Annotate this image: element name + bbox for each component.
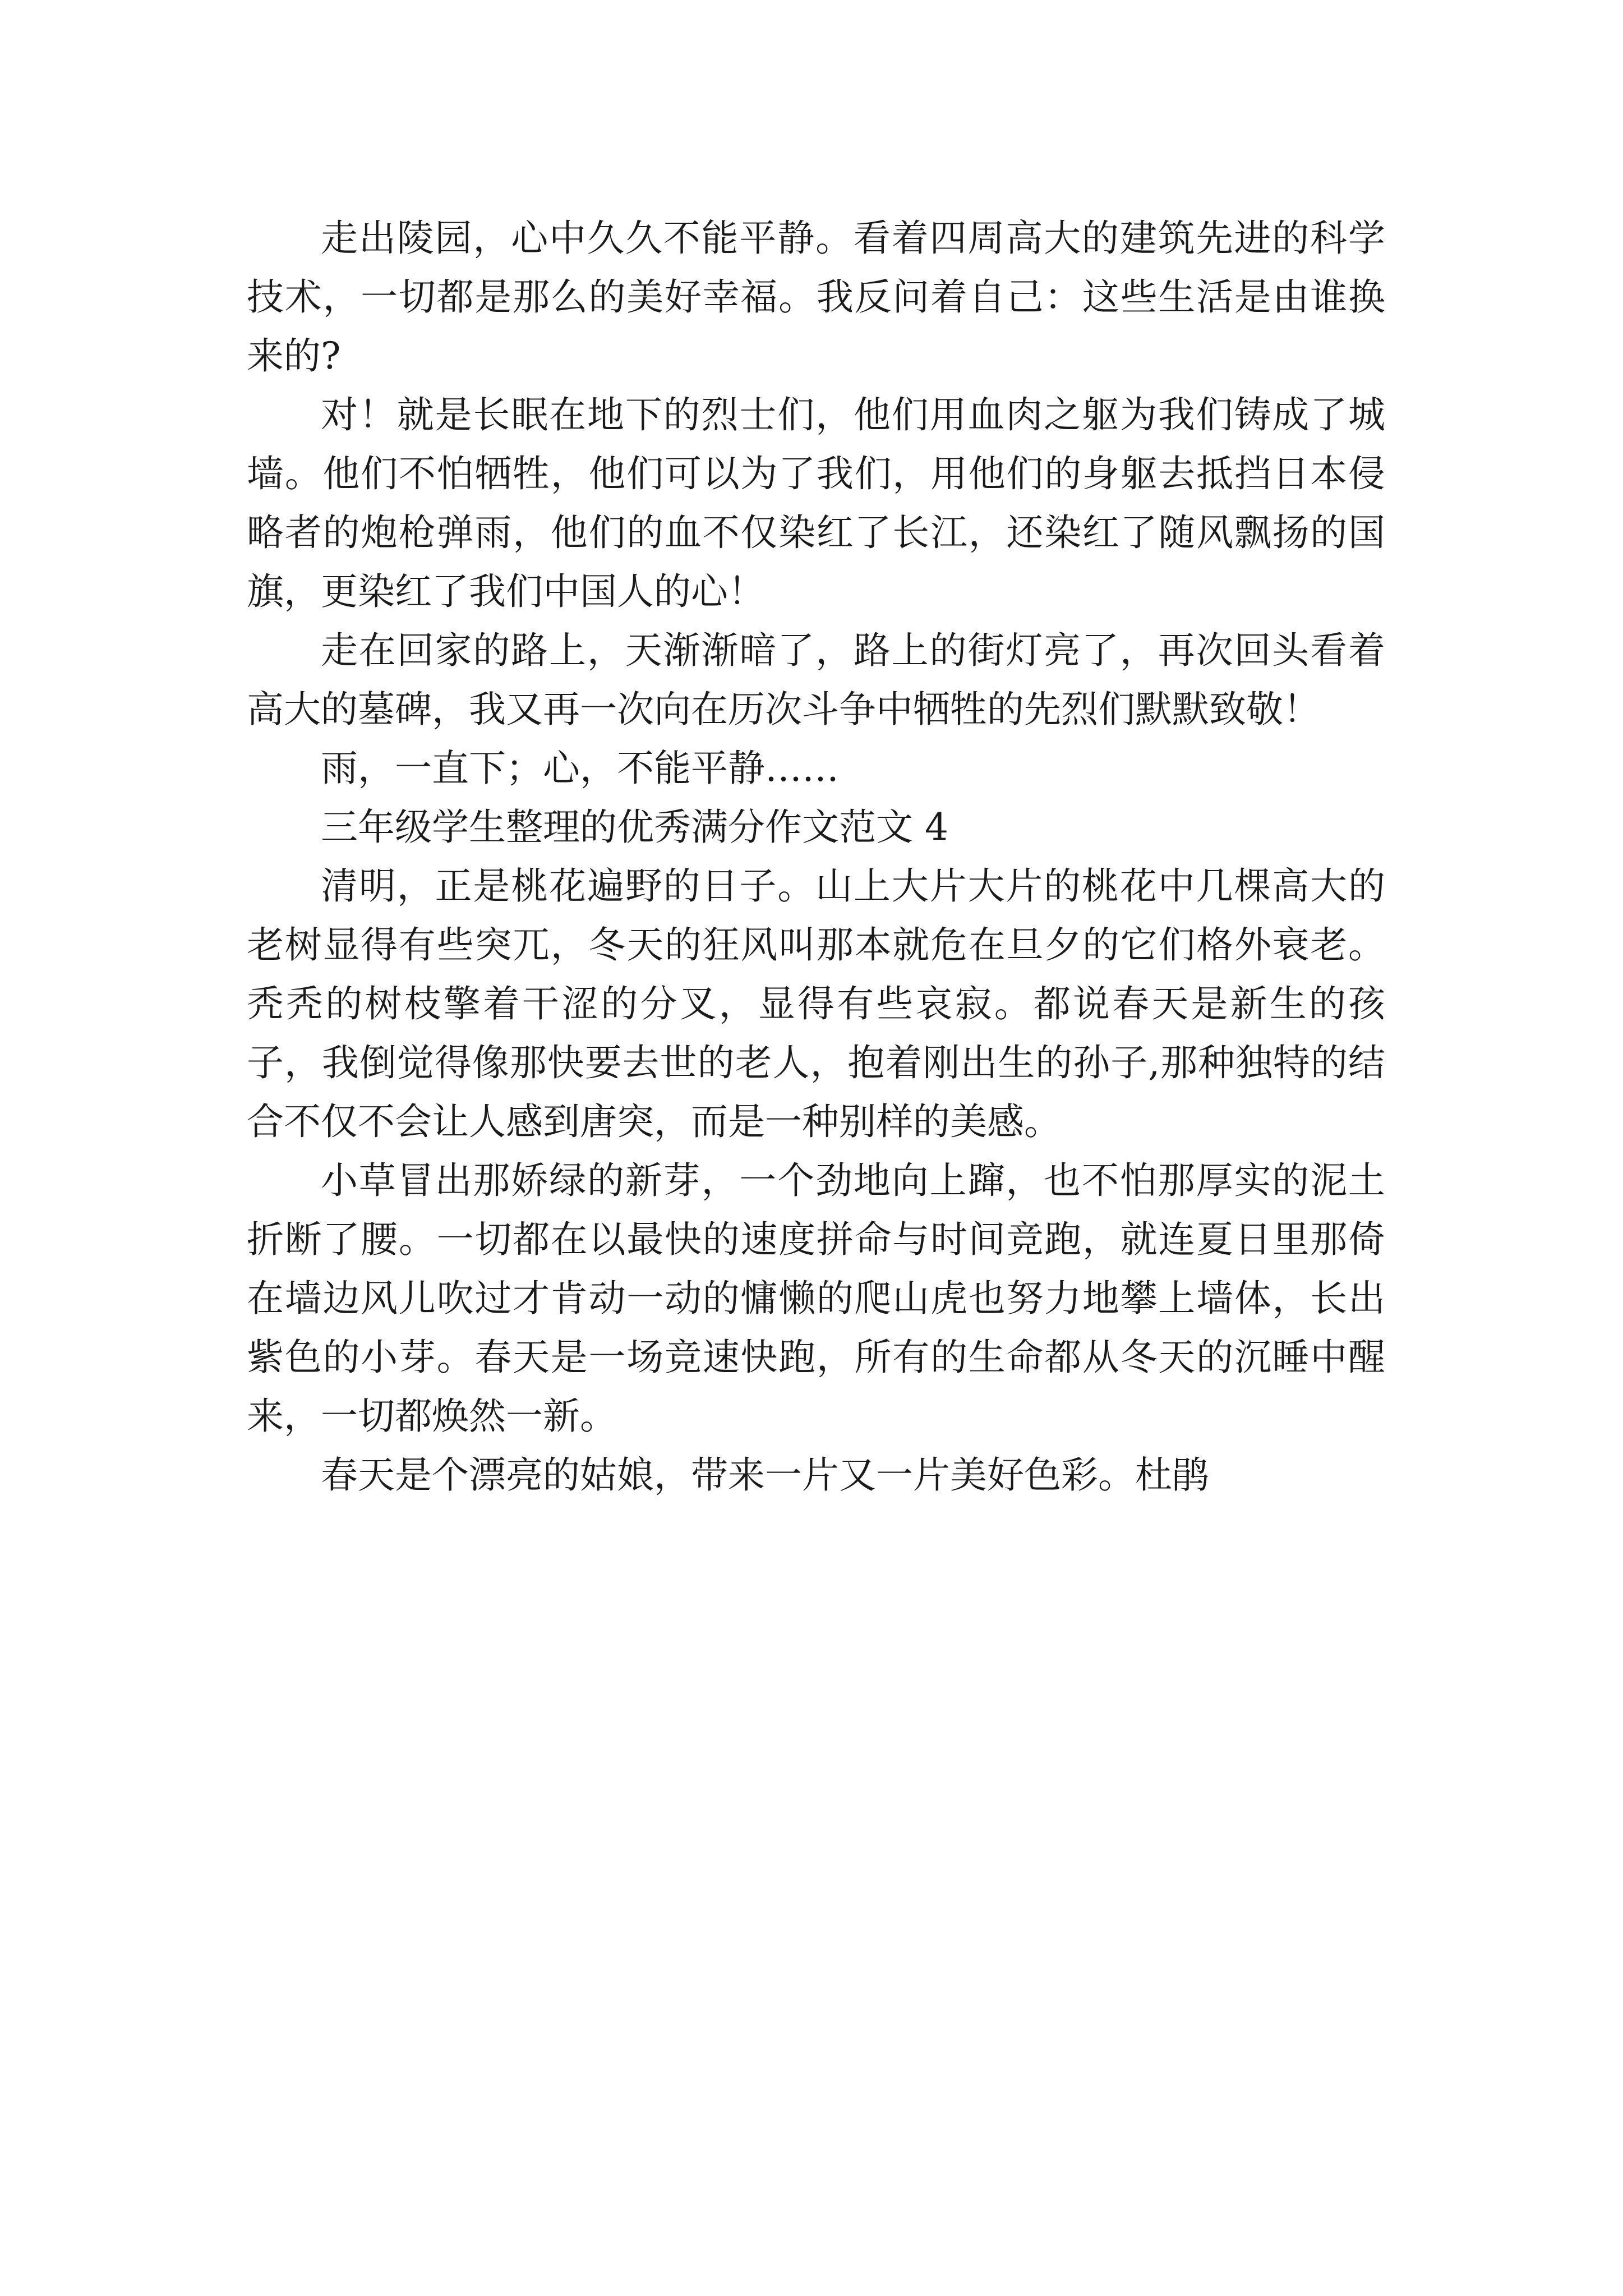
section-title: 三年级学生整理的优秀满分作文范文 4 [321,806,948,849]
document-body [247,209,1385,1504]
paragraph-5: 清明，正是桃花遍野的日子。山上大片大片的桃花中几棵高大的老树显得有些突兀，冬天的狂风叫那本就危在旦夕的它们格外衰老。秃秃的树枝擎着干涩的分叉，显得有些哀寂。都说春天是新生的孩子，我倒觉得像那快要去世的老人，抱着刚出生的孙子,那种独特的结合不仅不会让人感到唐突，而是一种别样的美感。 [247,864,1385,1143]
paragraph-1: 走出陵园，心中久久不能平静。看着四周高大的建筑先进的科学技术，一切都是那么的美好幸福。我反问着自己：这些生活是由谁换来的? [247,217,1385,378]
paragraph-4: 雨，一直下；心，不能平静…… [321,747,839,790]
paragraph-3: 走在回家的路上，天渐渐暗了，路上的街灯亮了，再次回头看着高大的墓碑，我又再一次向在历次斗争中牺牲的先烈们默默致敬！ [247,629,1385,731]
paragraph-7: 春天是个漂亮的姑娘，带来一片又一片美好色彩。杜鹃 [321,1453,1209,1497]
paragraph-2: 对！就是长眠在地下的烈士们，他们用血肉之躯为我们铸成了城墙。他们不怕牺牲，他们可以为了我们，用他们的身躯去抵挡日本侵略者的炮枪弹雨，他们的血不仅染红了长江，还染红了随风飘扬的国旗，更染红了我们中国人的心！ [247,393,1385,613]
paragraph-6: 小草冒出那娇绿的新芽，一个劲地向上蹿，也不怕那厚实的泥土折断了腰。一切都在以最快的速度拼命与时间竞跑，就连夏日里那倚在墙边风儿吹过才肯动一动的慵懒的爬山虎也努力地攀上墙体，长出紫色的小芽。春天是一场竞速快跑，所有的生命都从冬天的沉睡中醒来，一切都焕然一新。 [247,1159,1385,1438]
